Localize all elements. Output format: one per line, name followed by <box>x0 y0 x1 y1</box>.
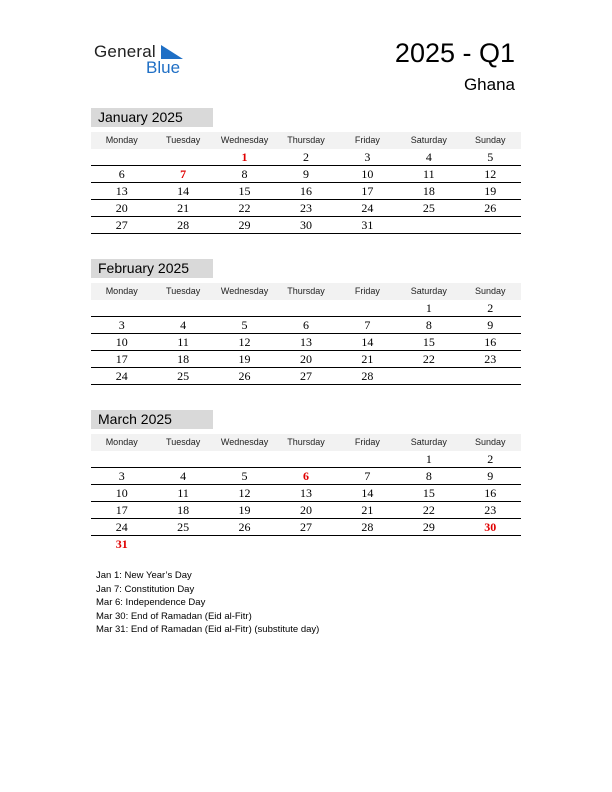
weekday-header: Monday <box>105 286 138 296</box>
day-cell: 16 <box>299 184 312 198</box>
day-cell: 17 <box>115 503 128 517</box>
weekday-header-row <box>91 283 521 300</box>
empty-day-cell <box>337 451 398 467</box>
week-row <box>91 536 521 552</box>
day-cell: 28 <box>361 369 374 383</box>
day-cell: 24 <box>115 520 128 534</box>
week-row <box>91 317 521 334</box>
day-cell: 10 <box>115 335 128 349</box>
empty-day-cell <box>214 536 275 552</box>
week-row <box>91 451 521 468</box>
day-cell: 15 <box>422 486 435 500</box>
holiday-note: Jan 1: New Year’s Day <box>96 570 192 581</box>
empty-day-cell <box>398 536 459 552</box>
weekday-header: Friday <box>354 135 380 145</box>
weekday-header-row <box>91 132 521 149</box>
day-cell: 19 <box>238 503 251 517</box>
day-cell: 11 <box>177 486 189 500</box>
week-row <box>91 351 521 368</box>
weekday-header: Friday <box>354 437 380 447</box>
day-cell: 8 <box>241 167 248 181</box>
day-cell: 17 <box>115 352 128 366</box>
day-cell: 14 <box>361 486 374 500</box>
day-cell: 2 <box>487 301 494 315</box>
day-cell: 2 <box>487 452 494 466</box>
month-title: March 2025 <box>91 410 213 429</box>
day-cell: 4 <box>180 318 187 332</box>
empty-day-cell <box>275 451 336 467</box>
weekday-header: Monday <box>105 135 138 145</box>
empty-day-cell <box>91 149 152 165</box>
day-cell: 3 <box>118 318 125 332</box>
empty-day-cell <box>214 451 275 467</box>
empty-day-cell <box>152 451 213 467</box>
month-march <box>91 410 521 552</box>
weekday-header: Tuesday <box>166 135 201 145</box>
week-row <box>91 368 521 385</box>
weekday-header: Wednesday <box>220 437 269 447</box>
day-cell: 20 <box>299 503 312 517</box>
country-name: Ghana <box>463 75 515 94</box>
day-cell: 1 <box>425 301 432 315</box>
day-cell: 20 <box>115 201 128 215</box>
weekday-header: Monday <box>105 437 138 447</box>
day-cell: 23 <box>299 201 312 215</box>
day-cell: 16 <box>484 486 497 500</box>
logo-general-text: General <box>94 42 156 61</box>
day-cell: 27 <box>299 520 312 534</box>
weekday-header: Tuesday <box>166 437 201 447</box>
weekday-header: Sunday <box>474 286 506 296</box>
day-cell: 11 <box>423 167 435 181</box>
day-cell: 21 <box>177 201 190 215</box>
weekday-header: Saturday <box>410 286 447 296</box>
day-cell: 30 <box>299 218 312 232</box>
day-cell: 6 <box>118 167 125 181</box>
weekday-header-row <box>91 434 521 451</box>
empty-day-cell <box>275 536 336 552</box>
day-cell: 11 <box>177 335 189 349</box>
empty-day-cell <box>91 451 152 467</box>
empty-day-cell <box>460 217 521 233</box>
week-row <box>91 166 521 183</box>
weekday-header: Friday <box>354 286 380 296</box>
week-row <box>91 200 521 217</box>
empty-day-cell <box>337 536 398 552</box>
holiday-notes <box>96 569 319 637</box>
day-cell: 18 <box>177 503 190 517</box>
week-row <box>91 502 521 519</box>
day-cell: 13 <box>299 335 312 349</box>
empty-day-cell <box>275 300 336 316</box>
holiday-note: Mar 6: Independence Day <box>96 597 206 608</box>
day-cell: 8 <box>425 318 432 332</box>
day-cell: 5 <box>487 150 494 164</box>
day-cell: 31 <box>115 537 128 551</box>
holiday-note: Mar 30: End of Ramadan (Eid al-Fitr) <box>96 610 252 622</box>
empty-day-cell <box>152 149 213 165</box>
day-cell: 18 <box>177 352 190 366</box>
day-cell: 9 <box>487 318 494 332</box>
month-title: January 2025 <box>91 108 213 127</box>
day-cell: 29 <box>422 520 435 534</box>
day-cell: 9 <box>302 167 309 181</box>
day-cell: 17 <box>361 184 374 198</box>
day-cell: 24 <box>115 369 128 383</box>
empty-day-cell <box>214 300 275 316</box>
day-cell: 27 <box>299 369 312 383</box>
weekday-header: Thursday <box>287 286 325 296</box>
day-cell: 29 <box>238 218 251 232</box>
day-cell: 3 <box>118 469 125 483</box>
week-row <box>91 217 521 234</box>
holiday-note: Mar 31: End of Ramadan (Eid al-Fitr) (substitute day) <box>96 624 320 635</box>
day-cell: 14 <box>361 335 374 349</box>
weekday-header: Wednesday <box>220 286 269 296</box>
logo-blue-text: Blue <box>146 58 181 77</box>
day-cell: 13 <box>115 184 128 198</box>
day-cell: 8 <box>425 469 432 483</box>
weekday-header: Thursday <box>287 437 325 447</box>
day-cell: 31 <box>361 218 374 232</box>
logo <box>94 42 194 78</box>
month-february <box>91 259 521 385</box>
day-cell: 20 <box>299 352 312 366</box>
week-row <box>91 300 521 317</box>
empty-day-cell <box>398 217 459 233</box>
empty-day-cell <box>460 536 521 552</box>
day-cell: 9 <box>487 469 494 483</box>
day-cell: 25 <box>177 369 190 383</box>
day-cell: 13 <box>299 486 312 500</box>
logo-triangle-icon <box>161 45 183 59</box>
day-cell: 26 <box>484 201 497 215</box>
empty-day-cell <box>460 368 521 384</box>
day-cell: 12 <box>484 167 497 181</box>
day-cell: 26 <box>238 520 251 534</box>
weekday-header: Thursday <box>287 135 325 145</box>
day-cell: 4 <box>180 469 187 483</box>
day-cell: 26 <box>238 369 251 383</box>
day-cell: 14 <box>177 184 190 198</box>
month-title: February 2025 <box>91 259 213 278</box>
day-cell: 6 <box>302 469 309 483</box>
day-cell: 18 <box>422 184 435 198</box>
day-cell: 25 <box>422 201 435 215</box>
empty-day-cell <box>152 300 213 316</box>
day-cell: 23 <box>484 352 497 366</box>
day-cell: 2 <box>302 150 309 164</box>
empty-day-cell <box>337 300 398 316</box>
day-cell: 15 <box>238 184 251 198</box>
empty-day-cell <box>398 368 459 384</box>
weekday-header: Tuesday <box>166 286 201 296</box>
day-cell: 30 <box>484 520 497 534</box>
empty-day-cell <box>152 536 213 552</box>
empty-day-cell <box>91 300 152 316</box>
day-cell: 15 <box>422 335 435 349</box>
day-cell: 1 <box>425 452 432 466</box>
day-cell: 1 <box>241 150 248 164</box>
week-row <box>91 183 521 200</box>
month-january <box>91 108 521 234</box>
day-cell: 6 <box>302 318 309 332</box>
holiday-note: Jan 7: Constitution Day <box>96 583 195 595</box>
week-row <box>91 468 521 485</box>
day-cell: 16 <box>484 335 497 349</box>
day-cell: 21 <box>361 352 374 366</box>
page-title: 2025 - Q1 <box>394 38 515 68</box>
day-cell: 22 <box>422 503 435 517</box>
weekday-header: Saturday <box>410 437 447 447</box>
day-cell: 19 <box>484 184 497 198</box>
day-cell: 28 <box>361 520 374 534</box>
weekday-header: Sunday <box>474 437 506 447</box>
day-cell: 27 <box>115 218 128 232</box>
day-cell: 25 <box>177 520 190 534</box>
day-cell: 12 <box>238 335 251 349</box>
day-cell: 10 <box>115 486 128 500</box>
day-cell: 7 <box>364 318 371 332</box>
week-row <box>91 519 521 536</box>
day-cell: 5 <box>241 318 248 332</box>
day-cell: 12 <box>238 486 251 500</box>
day-cell: 5 <box>241 469 248 483</box>
day-cell: 22 <box>238 201 251 215</box>
day-cell: 28 <box>177 218 190 232</box>
day-cell: 23 <box>484 503 497 517</box>
day-cell: 24 <box>361 201 374 215</box>
weekday-header: Saturday <box>410 135 447 145</box>
day-cell: 7 <box>364 469 371 483</box>
week-row <box>91 334 521 351</box>
week-row <box>91 149 521 166</box>
day-cell: 7 <box>180 167 187 181</box>
day-cell: 3 <box>364 150 371 164</box>
day-cell: 21 <box>361 503 374 517</box>
day-cell: 22 <box>422 352 435 366</box>
day-cell: 4 <box>425 150 432 164</box>
weekday-header: Wednesday <box>220 135 269 145</box>
weekday-header: Sunday <box>474 135 506 145</box>
week-row <box>91 485 521 502</box>
day-cell: 19 <box>238 352 251 366</box>
day-cell: 10 <box>361 167 374 181</box>
